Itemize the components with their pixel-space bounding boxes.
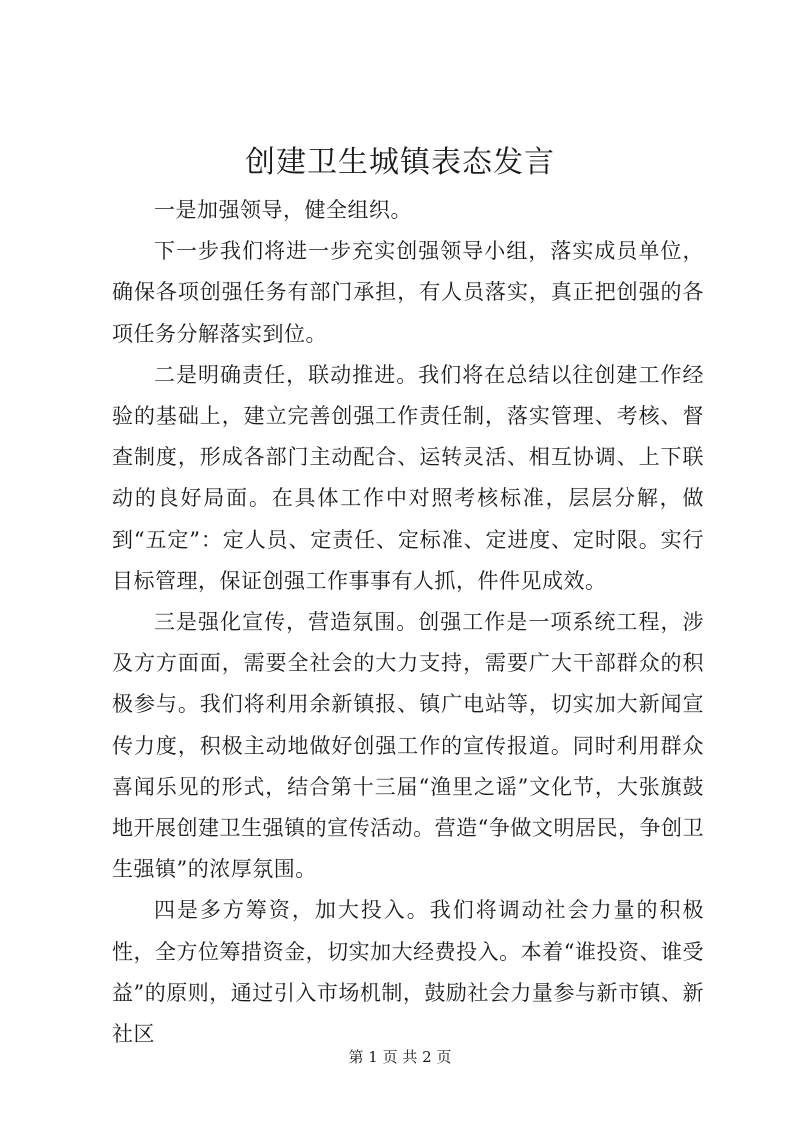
paragraph-3: 二是明确责任，联动推进。我们将在总结以往创建工作经验的基础上，建立完善创强工作责任制，落实管理、考核、督查制度，形成各部门主动配合、运转灵活、相互协调、上下联动的良好局面。在具体工作中对照考核标准，层层分解，做到“五定”：定人员、定责任、定标准、定进度、定时限。实行目标管理，保证创强工作事事有人抓，件件见成效。 [112, 362, 704, 593]
paragraph-2: 下一步我们将进一步充实创强领导小组，落实成员单位，确保各项创强任务有部门承担，有人员落实，真正把创强的各项任务分解落实到位。 [112, 239, 704, 346]
document-body [112, 190, 704, 1055]
document-title: 创建卫生城镇表态发言 [245, 145, 555, 180]
paragraph-5: 四是多方筹资，加大投入。我们将调动社会力量的积极性，全方位筹措资金，切实加大经费投入。本着“谁投资、谁受益”的原则，通过引入市场机制，鼓励社会力量参与新市镇、新社区 [112, 898, 704, 1047]
paragraph-1: 一是加强领导，健全组织。 [154, 198, 412, 222]
page-footer: 第 1 页 共 2 页 [348, 1048, 452, 1066]
paragraph-4: 三是强化宣传，营造氛围。创强工作是一项系统工程，涉及方方面面，需要全社会的大力支持，需要广大干部群众的积极参与。我们将利用余新镇报、镇广电站等，切实加大新闻宣传力度，积极主动地做好创强工作的宣传报道。同时利用群众喜闻乐见的形式，结合第十三届“渔里之谣”文化节，大张旗鼓地开展创建卫生强镇的宣传活动。营造“争做文明居民，争创卫生强镇”的浓厚氛围。 [112, 610, 704, 882]
